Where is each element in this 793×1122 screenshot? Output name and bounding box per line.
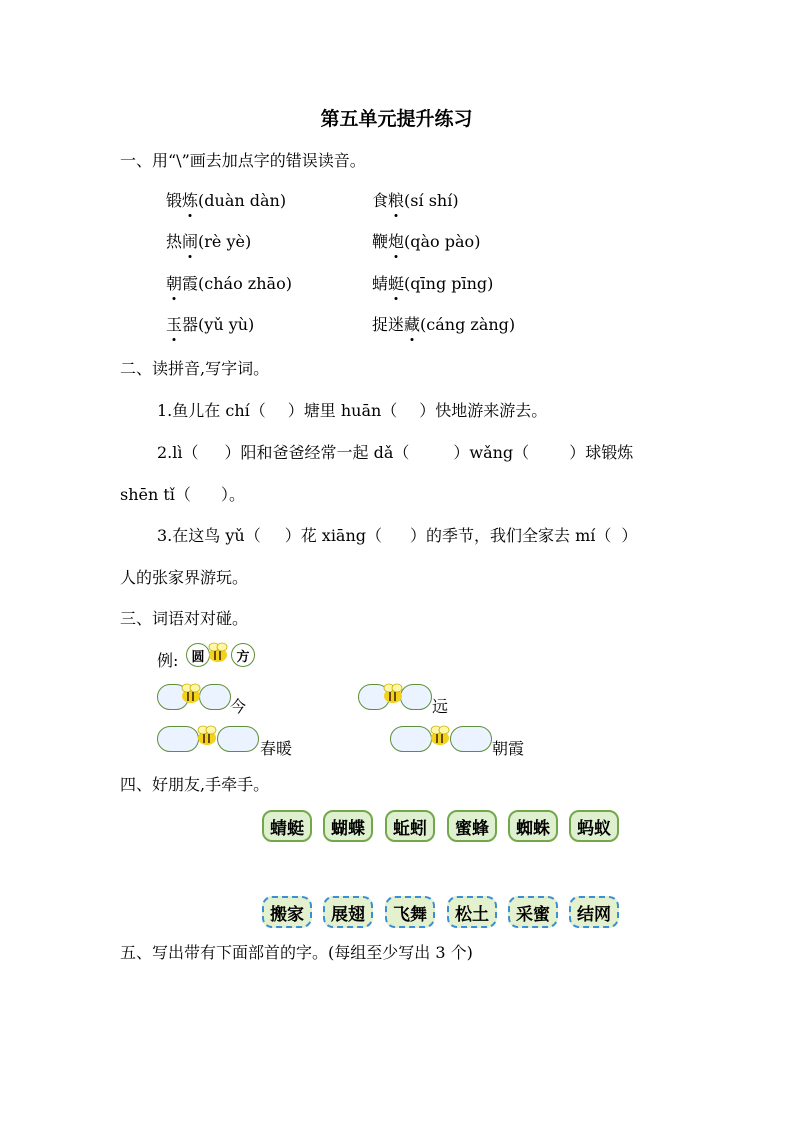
- pinyin-choice-item: [166, 229, 251, 252]
- animal-word-card[interactable]: 蜘蛛: [508, 810, 558, 842]
- word-part: 蜻: [372, 274, 389, 293]
- pinyin-choice-item: [372, 312, 515, 335]
- blank-pill-left[interactable]: [157, 726, 199, 752]
- fill-line-2: 2.lì（ ）阳和爸爸经常一起 dǎ（ ）wǎng（ ）球锻炼: [157, 443, 634, 462]
- section-2-heading: 二、读拼音,写字词。: [120, 359, 270, 378]
- bee-icon: [205, 641, 231, 667]
- section-1-heading: 一、用“\”画去加点字的错误读音。: [120, 151, 366, 170]
- bee-icon: [427, 724, 453, 750]
- pinyin-choice-item: [166, 188, 286, 211]
- example-label: 例:: [157, 651, 179, 670]
- animal-word-card[interactable]: 蝴蝶: [323, 810, 373, 842]
- dotted-character: 藏: [404, 312, 420, 335]
- section-5-heading: 五、写出带有下面部首的字。(每组至少写出 3 个): [120, 943, 473, 962]
- pinyin-options[interactable]: (qīng pīng): [404, 274, 494, 293]
- word-part: 鞭: [372, 232, 389, 251]
- action-word-card[interactable]: 结网: [569, 896, 619, 928]
- section-3-heading: 三、词语对对碰。: [120, 609, 249, 628]
- fill-line-1: 1.鱼儿在 chí（ ）塘里 huān（ ）快地游来游去。: [157, 401, 548, 420]
- pinyin-choice-item: [166, 271, 292, 294]
- word-part: 霞: [182, 274, 199, 293]
- word-part: 锻: [166, 191, 183, 210]
- blank-pill-right[interactable]: [217, 726, 259, 752]
- animal-word-card[interactable]: 蜜蜂: [447, 810, 497, 842]
- dotted-character: 炮: [388, 229, 404, 252]
- fill-line-4: 3.在这鸟 yǔ（ ）花 xiāng（ ）的季节，我们全家去 mí（ ）: [157, 526, 638, 545]
- action-word-card[interactable]: 搬家: [262, 896, 312, 928]
- action-word-card[interactable]: 松土: [447, 896, 497, 928]
- word-part: 捉迷: [372, 315, 405, 334]
- word-part: 器: [182, 315, 199, 334]
- pinyin-choice-item: [372, 229, 480, 252]
- dotted-character: 朝: [166, 271, 182, 294]
- section-4-heading: 四、好朋友,手牵手。: [120, 775, 270, 794]
- pinyin-options[interactable]: (cáng zàng): [420, 315, 516, 334]
- dotted-character: 玉: [166, 312, 182, 335]
- pair-word-zhaoxia: 朝霞: [492, 739, 525, 758]
- pair-word-yuan: 远: [432, 697, 449, 716]
- example-right-circle: 方: [231, 643, 255, 667]
- blank-pill-left[interactable]: [390, 726, 432, 752]
- pinyin-options[interactable]: (qào pào): [404, 232, 481, 251]
- dotted-character: 闹: [182, 229, 198, 252]
- bee-icon: [194, 724, 220, 750]
- bee-icon: [380, 682, 406, 708]
- pinyin-options[interactable]: (duàn dàn): [198, 191, 287, 210]
- animal-word-card[interactable]: 蚯蚓: [385, 810, 435, 842]
- blank-pill-right[interactable]: [450, 726, 492, 752]
- page-title: 第五单元提升练习: [320, 108, 473, 130]
- animal-word-card[interactable]: 蜻蜓: [262, 810, 312, 842]
- dotted-character: 炼: [182, 188, 198, 211]
- pinyin-options[interactable]: (cháo zhāo): [198, 274, 292, 293]
- pinyin-options[interactable]: (yǔ yù): [198, 315, 255, 334]
- pair-word-jin: 今: [230, 697, 247, 716]
- bee-icon: [178, 682, 204, 708]
- action-word-card[interactable]: 飞舞: [385, 896, 435, 928]
- action-word-card[interactable]: 采蜜: [508, 896, 558, 928]
- dotted-character: 粮: [388, 188, 404, 211]
- action-word-card[interactable]: 展翅: [323, 896, 373, 928]
- pinyin-options[interactable]: (sí shí): [404, 191, 459, 210]
- pinyin-choice-item: [372, 188, 459, 211]
- fill-line-3: shēn tǐ（ ）。: [120, 485, 245, 504]
- pinyin-options[interactable]: (rè yè): [198, 232, 252, 251]
- word-part: 食: [372, 191, 389, 210]
- word-part: 热: [166, 232, 183, 251]
- animal-word-card[interactable]: 蚂蚁: [569, 810, 619, 842]
- dotted-character: 蜓: [388, 271, 404, 294]
- pinyin-choice-item: [372, 271, 493, 294]
- example-left-circle: 圆: [186, 643, 210, 667]
- pinyin-choice-item: [166, 312, 254, 335]
- pair-word-chunnuan: 春暖: [260, 739, 293, 758]
- fill-line-5: 人的张家界游玩。: [120, 568, 249, 587]
